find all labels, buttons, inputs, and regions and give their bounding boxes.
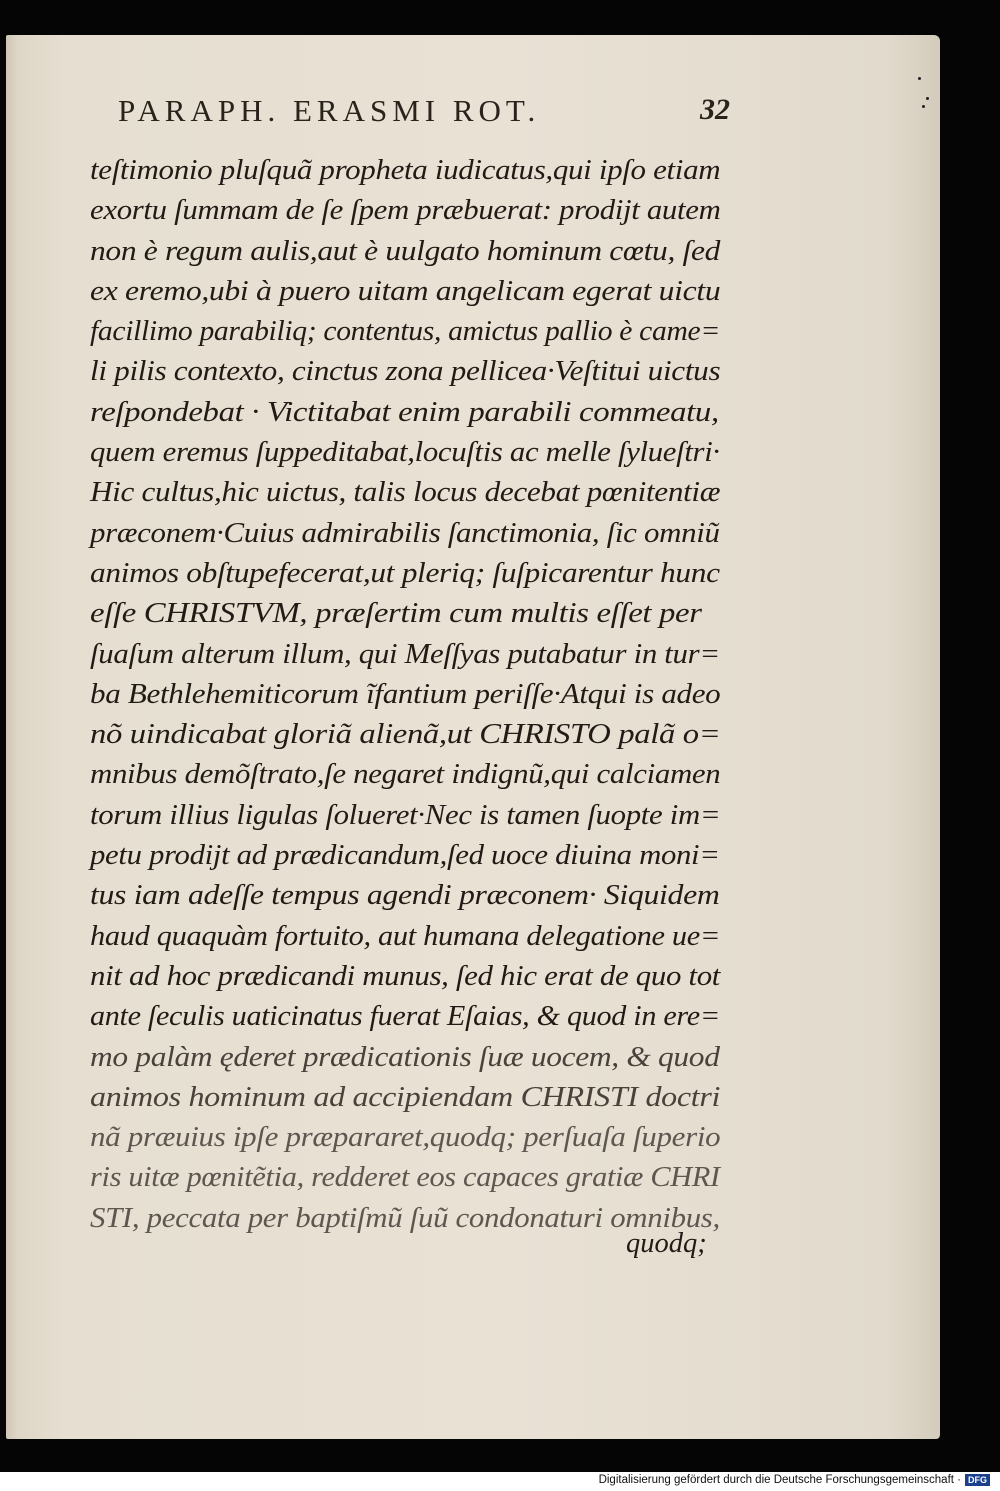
text-line: non è regum aulis,aut è uulgato hominum cœtu, ſed: [90, 235, 721, 267]
catchword: quodq;: [626, 1228, 707, 1259]
page-number: 32: [700, 93, 730, 126]
text-line: reſpondebat · Victitabat enim parabili commeatu,: [90, 396, 719, 428]
text-line: nã præuius ipſe præpararet,quodq; perſuaſa ſuperio: [90, 1122, 721, 1154]
text-line: quem eremus ſuppeditabat,locuſtis ac melle ſylueſtri·: [90, 437, 720, 469]
text-line: mo palàm ęderet prædicationis ſuæ uocem, & quod: [90, 1041, 720, 1073]
text-line: haud quaquàm fortuito, aut humana delegatione ue=: [90, 920, 721, 952]
text-line: exortu ſummam de ſe ſpem præbuerat: prodijt autem: [90, 195, 721, 227]
dfg-logo: DFG: [965, 1474, 990, 1486]
text-line: præconem·Cuius admirabilis ſanctimonia, ſic omniũ: [90, 517, 720, 549]
ink-speck: [918, 77, 921, 80]
text-line: ris uitæ pœnitẽtia, redderet eos capaces gratiæ CHRI: [90, 1162, 720, 1194]
text-line: ante ſeculis uaticinatus fuerat Eſaias, & quod in ere=: [90, 1001, 720, 1033]
text-line: tus iam adeſſe tempus agendi præconem· Siquidem: [90, 880, 720, 912]
text-line: teſtimonio pluſquã propheta iudicatus,qui ipſo etiam: [90, 155, 721, 186]
ink-speck: [922, 105, 925, 108]
credit-text: Digitalisierung gefördert durch die Deutsche Forschungsgemeinschaft ·: [598, 1474, 961, 1487]
text-line: Hic cultus,hic uictus, talis locus decebat pœnitentiæ: [90, 477, 721, 509]
running-head: [118, 93, 730, 133]
text-line: nit ad hoc prædicandi munus, ſed hic erat de quo tot: [90, 960, 721, 992]
text-line: animos obſtupefecerat,ut pleriq; ſuſpicarentur hunc: [90, 557, 720, 589]
digitization-credit: [599, 1474, 990, 1486]
text-line: facillimo parabiliq; contentus, amictus pallio è came=: [90, 316, 720, 348]
text-line: animos hominum ad accipiendam CHRISTI doctri: [90, 1081, 721, 1113]
text-line: STI, peccata per baptiſmũ ſuũ condonaturi omnibus,: [90, 1202, 720, 1234]
running-head-title: PARAPH. ERASMI ROT.: [118, 93, 541, 128]
text-line: mnibus demõſtrato,ſe negaret indignũ,qui calciamen: [90, 759, 721, 791]
text-line: petu prodijt ad prædicandum,ſed uoce diuina moni=: [90, 840, 720, 872]
text-line: nõ uindicabat gloriã alienã,ut CHRISTO palã o=: [90, 719, 721, 751]
text-line: eſſe CHRISTVM, præſertim cum multis eſſet per: [90, 598, 702, 630]
text-line: torum illius ligulas ſolueret·Nec is tamen ſuopte im=: [90, 799, 721, 831]
text-line: ex eremo,ubi à puero uitam angelicam egerat uictu: [90, 275, 721, 307]
text-line: li pilis contexto, cinctus zona pellicea·Veſtitui uictus: [90, 356, 721, 388]
text-block: [90, 151, 720, 1239]
ink-speck: [926, 97, 929, 100]
text-line: ba Bethlehemiticorum ĩfantium periſſe·Atqui is adeo: [90, 678, 721, 710]
text-line: ſuaſum alterum illum, qui Meſſyas putabatur in tur=: [90, 638, 720, 670]
